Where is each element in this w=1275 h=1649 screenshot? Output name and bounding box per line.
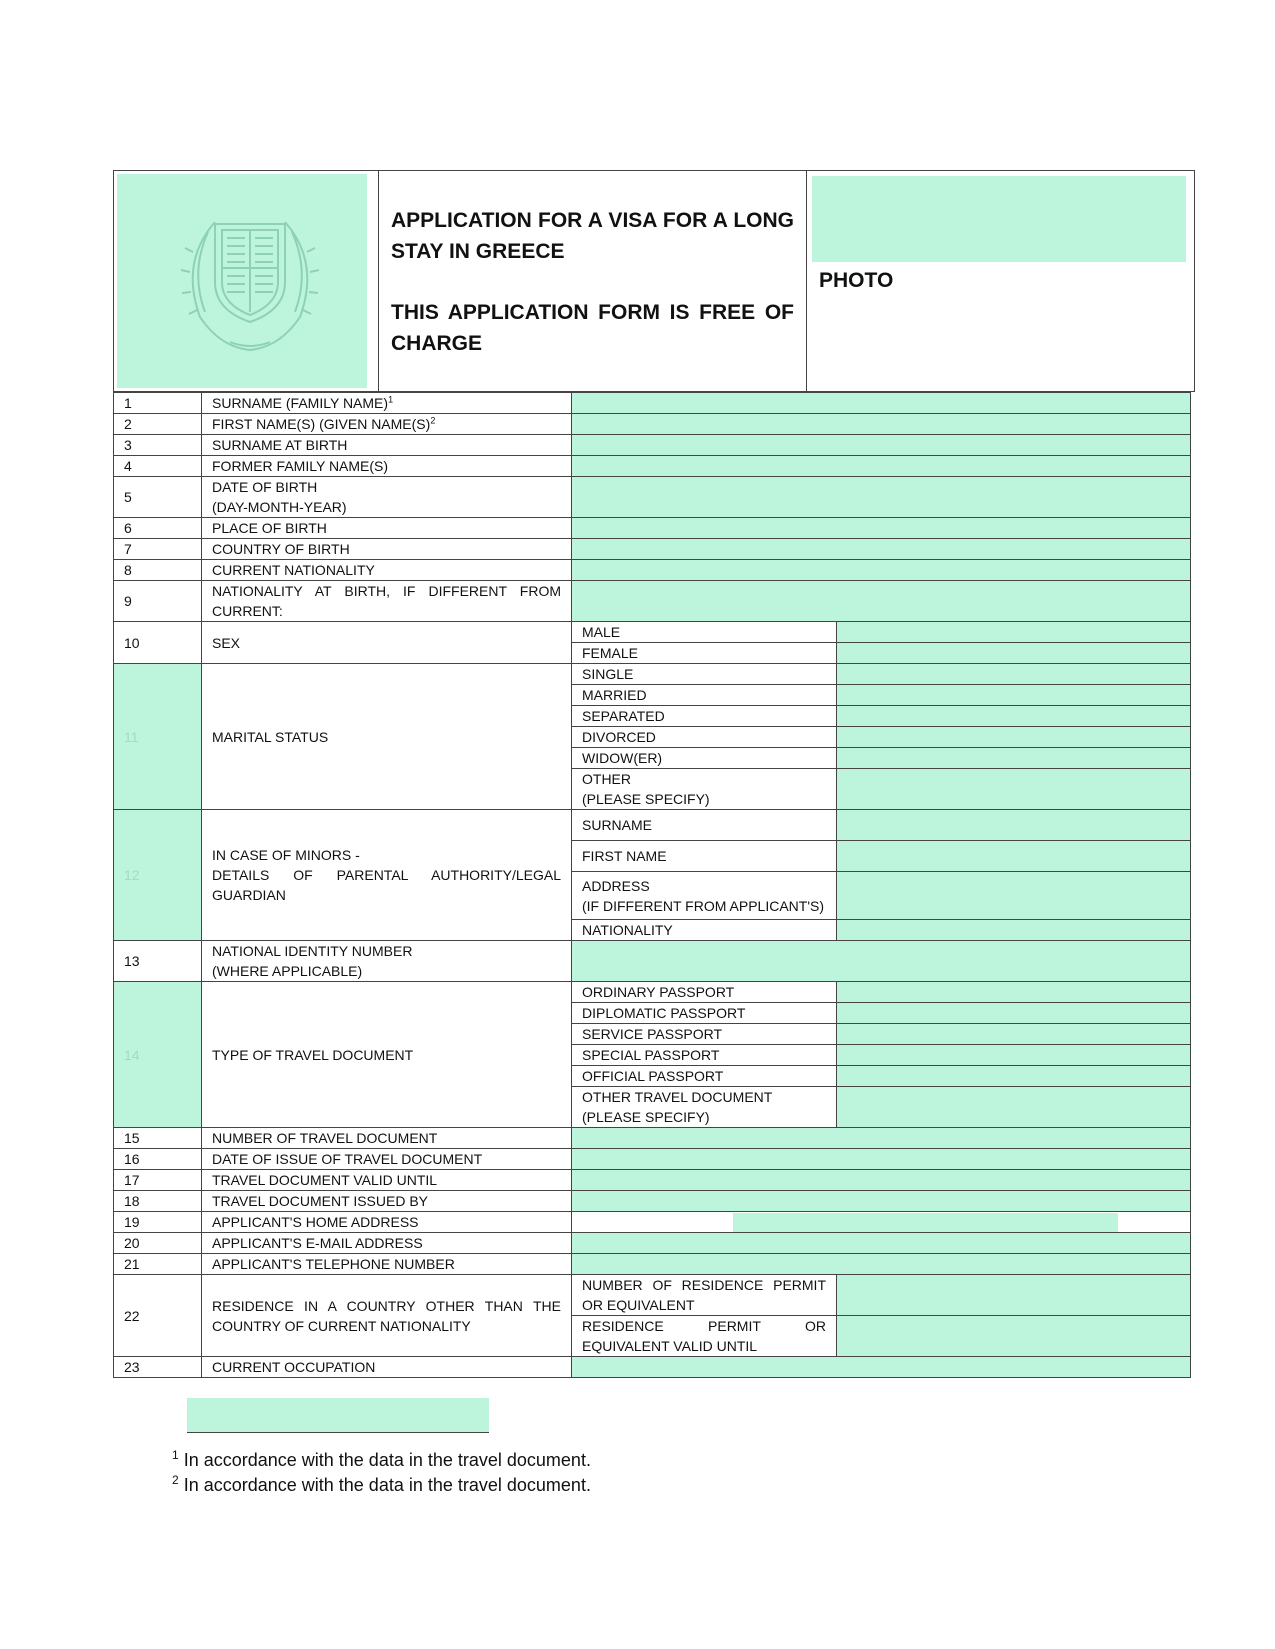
marital-other-field[interactable] [837,769,1191,810]
table-row [114,1128,1191,1149]
residence-permit-valid-until-field[interactable] [837,1316,1191,1357]
field-label [202,414,572,435]
guardian-surname-field[interactable] [837,810,1191,841]
table-row [114,435,1191,456]
row-number: 9 [114,581,202,622]
field-label: TYPE OF TRAVEL DOCUMENT [202,982,572,1128]
field-label: RESIDENCE IN A COUNTRY OTHER THAN THE COUNTRY OF CURRENT NATIONALITY [202,1275,572,1357]
field-label: SURNAME AT BIRTH [202,435,572,456]
footnote-mark: 1 [172,1448,179,1462]
telephone-field[interactable] [572,1254,1191,1275]
option-label: SINGLE [572,664,837,685]
option-label [572,872,837,920]
option-label: RESIDENCE PERMIT OR EQUIVALENT VALID UNTIL [572,1316,837,1357]
row-number: 18 [114,1191,202,1212]
ordinary-passport-checkbox[interactable] [837,982,1191,1003]
form-header [113,170,1195,392]
row-number: 3 [114,435,202,456]
option-note: (PLEASE SPECIFY) [582,791,710,807]
other-travel-document-field[interactable] [837,1087,1191,1128]
footnotes [172,1448,591,1498]
option-label: MALE [572,622,837,643]
footnote-separator-field[interactable] [187,1398,489,1433]
row-number: 11 [114,664,202,810]
field-label: APPLICANT'S HOME ADDRESS [202,1212,572,1233]
special-passport-checkbox[interactable] [837,1045,1191,1066]
row-number: 1 [114,393,202,414]
current-occupation-field[interactable] [572,1357,1191,1378]
label-text: NATIONAL IDENTITY NUMBER [212,943,413,959]
row-number: 6 [114,518,202,539]
table-row [114,1149,1191,1170]
place-of-birth-field[interactable] [572,518,1191,539]
option-label: FEMALE [572,643,837,664]
service-passport-checkbox[interactable] [837,1024,1191,1045]
row-number: 10 [114,622,202,664]
field-label: MARITAL STATUS [202,664,572,810]
table-row [114,982,1191,1003]
row-number: 2 [114,414,202,435]
option-label: MARRIED [572,685,837,706]
field-label: APPLICANT'S TELEPHONE NUMBER [202,1254,572,1275]
home-address-field[interactable] [572,1212,1191,1233]
footnote-mark: 2 [172,1473,179,1487]
application-form-table [113,392,1191,1378]
option-label: DIPLOMATIC PASSPORT [572,1003,837,1024]
option-label: SURNAME [572,810,837,841]
photo-cell [807,171,1194,391]
field-label: PLACE OF BIRTH [202,518,572,539]
option-label: OFFICIAL PASSPORT [572,1066,837,1087]
table-row [114,941,1191,982]
table-row [114,810,1191,841]
table-row [114,560,1191,581]
travel-document-number-field[interactable] [572,1128,1191,1149]
field-label [202,393,572,414]
field-label [202,941,572,982]
footnote [172,1473,591,1498]
marital-married-checkbox[interactable] [837,685,1191,706]
sex-female-checkbox[interactable] [837,643,1191,664]
option-label: FIRST NAME [572,841,837,872]
field-label: CURRENT NATIONALITY [202,560,572,581]
table-row [114,581,1191,622]
table-row [114,1233,1191,1254]
label-text: FIRST NAME(S) (GIVEN NAME(S) [212,416,431,432]
field-label: SEX [202,622,572,664]
field-label: NUMBER OF TRAVEL DOCUMENT [202,1128,572,1149]
option-label: WIDOW(ER) [572,748,837,769]
first-name-field[interactable] [572,414,1191,435]
table-row [114,1357,1191,1378]
row-number: 14 [114,982,202,1128]
table-row [114,456,1191,477]
marital-divorced-checkbox[interactable] [837,727,1191,748]
date-of-issue-field[interactable] [572,1149,1191,1170]
diplomatic-passport-checkbox[interactable] [837,1003,1191,1024]
row-number: 21 [114,1254,202,1275]
row-number: 23 [114,1357,202,1378]
country-of-birth-field[interactable] [572,539,1191,560]
marital-widow-checkbox[interactable] [837,748,1191,769]
former-family-name-field[interactable] [572,456,1191,477]
guardian-nationality-field[interactable] [837,920,1191,941]
table-row [114,622,1191,643]
field-label: NATIONALITY AT BIRTH, IF DIFFERENT FROM CURRENT: [202,581,572,622]
option-text: OTHER TRAVEL DOCUMENT [582,1089,773,1105]
label-note: DETAILS OF PARENTAL AUTHORITY/LEGAL GUARDIAN [212,867,561,903]
field-label: TRAVEL DOCUMENT VALID UNTIL [202,1170,572,1191]
emblem-field[interactable] [117,174,367,388]
option-note: (PLEASE SPECIFY) [582,1109,710,1125]
row-number: 15 [114,1128,202,1149]
email-field[interactable] [572,1233,1191,1254]
table-row [114,1170,1191,1191]
option-label [572,1087,837,1128]
footnote-ref: 1 [388,394,394,405]
row-number: 5 [114,477,202,518]
footnote-text: In accordance with the data in the travel document. [183,1475,591,1495]
option-label: DIVORCED [572,727,837,748]
free-of-charge-notice: THIS APPLICATION FORM IS FREE OF CHARGE [391,301,794,355]
official-passport-checkbox[interactable] [837,1066,1191,1087]
marital-single-checkbox[interactable] [837,664,1191,685]
option-label: SPECIAL PASSPORT [572,1045,837,1066]
table-row [114,414,1191,435]
surname-field[interactable] [572,393,1191,414]
row-number: 17 [114,1170,202,1191]
label-note: (WHERE APPLICABLE) [212,963,363,979]
field-label: DATE OF ISSUE OF TRAVEL DOCUMENT [202,1149,572,1170]
footnote-ref: 2 [430,415,436,426]
table-row [114,1254,1191,1275]
form-title: APPLICATION FOR A VISA FOR A LONG STAY IN GREECE [391,209,794,263]
valid-until-field[interactable] [572,1170,1191,1191]
option-label: ORDINARY PASSPORT [572,982,837,1003]
option-label: NUMBER OF RESIDENCE PERMIT OR EQUIVALENT [572,1275,837,1316]
row-number: 12 [114,810,202,941]
option-text: OTHER [582,771,631,787]
row-number: 16 [114,1149,202,1170]
label-text: DATE OF BIRTH [212,479,318,495]
row-number: 8 [114,560,202,581]
field-label: CURRENT OCCUPATION [202,1357,572,1378]
row-number: 20 [114,1233,202,1254]
row-number: 4 [114,456,202,477]
field-label: APPLICANT'S E-MAIL ADDRESS [202,1233,572,1254]
label-text: IN CASE OF MINORS - [212,847,360,863]
field-label: FORMER FAMILY NAME(S) [202,456,572,477]
row-number: 13 [114,941,202,982]
footnote [172,1448,591,1473]
option-label: SERVICE PASSPORT [572,1024,837,1045]
table-row [114,1275,1191,1316]
photo-field[interactable] [812,176,1186,262]
row-number: 19 [114,1212,202,1233]
table-row [114,477,1191,518]
form-title-block [379,171,807,391]
table-row [114,518,1191,539]
option-label [572,769,837,810]
national-id-field[interactable] [572,941,1191,982]
table-row [114,539,1191,560]
home-address-fill[interactable] [733,1213,1118,1232]
option-label: SEPARATED [572,706,837,727]
table-row [114,393,1191,414]
nationality-at-birth-field[interactable] [572,581,1191,622]
guardian-address-field[interactable] [837,872,1191,920]
guardian-first-name-field[interactable] [837,841,1191,872]
greek-coat-of-arms-icon [175,202,325,362]
sex-male-checkbox[interactable] [837,622,1191,643]
residence-permit-number-field[interactable] [837,1275,1191,1316]
label-text: SURNAME (FAMILY NAME) [212,395,389,411]
marital-separated-checkbox[interactable] [837,706,1191,727]
photo-label: PHOTO [819,269,894,292]
field-label: TRAVEL DOCUMENT ISSUED BY [202,1191,572,1212]
date-of-birth-field[interactable] [572,477,1191,518]
table-row [114,1212,1191,1233]
surname-at-birth-field[interactable] [572,435,1191,456]
table-row [114,664,1191,685]
option-note: (IF DIFFERENT FROM APPLICANT'S) [582,897,824,914]
current-nationality-field[interactable] [572,560,1191,581]
issued-by-field[interactable] [572,1191,1191,1212]
option-text: ADDRESS [582,877,650,894]
field-label [202,477,572,518]
label-note: (DAY-MONTH-YEAR) [212,499,347,515]
table-row [114,1191,1191,1212]
emblem-cell [114,171,379,391]
footnote-text: In accordance with the data in the travel document. [183,1450,591,1470]
field-label: COUNTRY OF BIRTH [202,539,572,560]
field-label [202,810,572,941]
option-label: NATIONALITY [572,920,837,941]
row-number: 7 [114,539,202,560]
row-number: 22 [114,1275,202,1357]
